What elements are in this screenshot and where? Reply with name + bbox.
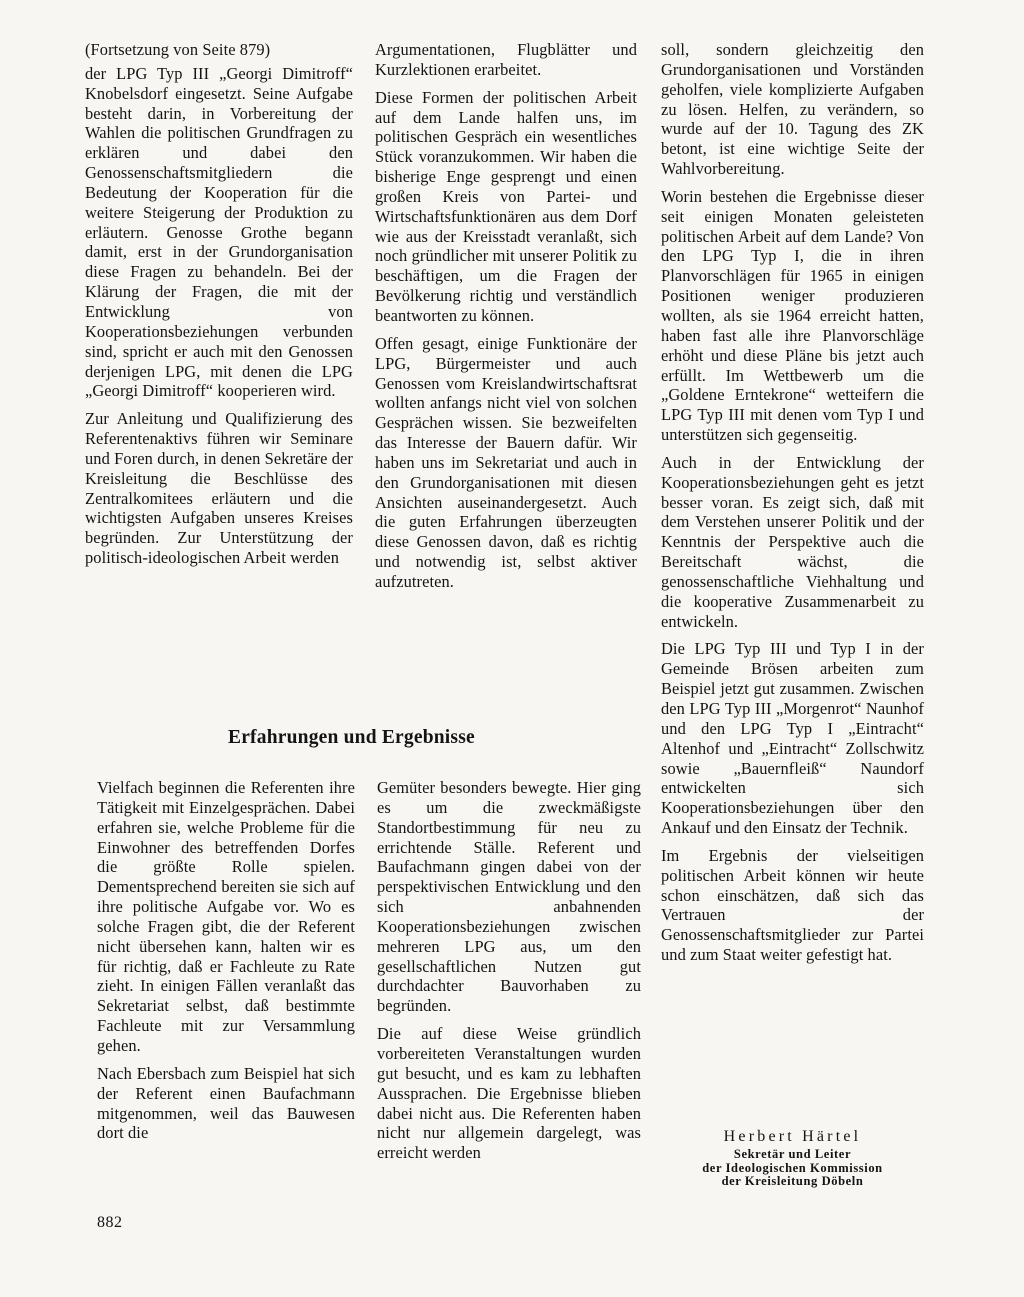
paragraph: der LPG Typ III „Georgi Dimitroff“ Knobelsdorf eingesetzt. Seine Aufgabe besteht darin, in Vorbereitung der Wahlen die politischen Grundfragen zu erklären und dabei den Genossenschaftsmitgliedern die Bedeutung der Kooperation für die weitere Steigerung der Produktion zu erläutern. Genosse Grothe begann damit, erst in der Grundorganisation diese Fragen zu behandeln. Bei der Klärung der Fragen, die mit der Entwicklung von Kooperationsbeziehungen verbunden sind, spricht er auch mit den Genossen derjenigen LPG, mit denen die LPG „Georgi Dimitroff“ kooperieren wird. — [85, 63, 353, 401]
paragraph: Im Ergebnis der vielseitigen politischen Arbeit können wir heute schon einschätzen, daß sich das Vertrauen der Genossenschaftsmitglieder zur Partei und zum Staat weiter gefestigt hat. — [661, 845, 924, 965]
paragraph: Diese Formen der politischen Arbeit auf dem Lande halfen uns, im politischen Gespräch ein wesentliches Stück voranzukommen. Wir haben die bisherige Enge gesprengt und einen großen Kreis von Partei- und Wirtschaftsfunktionären aus dem Dorf wie aus der Kreisstadt veranlaßt, sich noch gründlicher mit unserer Politik zu beschäftigen, um die Fragen der Bevölkerung richtig und verständlich beantworten zu können. — [375, 87, 637, 325]
paragraph: Gemüter besonders bewegte. Hier ging es um die zweckmäßigste Standortbestimmung für neu zu errichtende Ställe. Referent und Baufachmann gingen dabei von der perspektivischen Entwicklung und den sich anbahnenden Kooperationsbeziehungen zwischen mehreren LPG aus, um den gesellschaftlichen Nutzen gut durchdachter Bauvorhaben zu begründen. — [377, 778, 641, 1016]
column-right — [661, 40, 924, 973]
paragraph: Argumentationen, Flugblätter und Kurzlektionen erarbeitet. — [375, 40, 637, 79]
author-role-line: der Ideologischen Kommission — [702, 1160, 883, 1175]
author-role-line: der Kreisleitung Döbeln — [721, 1174, 864, 1188]
column-top-middle — [375, 40, 637, 600]
page-number: 882 — [97, 1214, 123, 1231]
paragraph: Zur Anleitung und Qualifizierung des Referentenaktivs führen wir Seminare und Foren durch, in denen Sekretäre der Kreisleitung die Beschlüsse des Zentralkomitees erläutern und die wichtigsten Aufgaben unseres Kreises begründen. Zur Unterstützung der politisch-ideologischen Arbeit werden — [85, 409, 353, 568]
author-signature — [661, 1128, 924, 1189]
author-role-line: Sekretär und Leiter — [733, 1147, 852, 1161]
paragraph: Auch in der Entwicklung der Kooperationsbeziehungen geht es jetzt besser voran. Es zeigt sich, daß mit dem Verstehen unserer Politik und der Kenntnis der Perspektive auch die Bereitschaft wächst, die genossenschaftliche Viehhaltung und die kooperative Zusammenarbeit zu entwickeln. — [661, 452, 924, 631]
column-top-left — [85, 40, 353, 576]
paragraph: Nach Ebersbach zum Beispiel hat sich der Referent einen Baufachmann mitgenommen, weil das Bauwesen dort die — [97, 1063, 355, 1143]
author-name: Herbert Härtel — [723, 1128, 862, 1145]
paragraph: Vielfach beginnen die Referenten ihre Tätigkeit mit Einzelgesprächen. Dabei erfahren sie, welche Probleme für die Einwohner des betreffenden Dorfes die größte Rolle spielen. Dementsprechend bereiten sie sich auf ihre politische Aufgabe vor. Wo es solche Fragen gibt, die der Referent nicht übersehen kann, halten wir es für richtig, daß er Fachleute zu Rate zieht. In einigen Fällen veranlaßt das Sekretariat selbst, daß bestimmte Fachleute mit zur Versammlung gehen. — [97, 778, 355, 1055]
section-heading: Erfahrungen und Ergebnisse — [228, 727, 475, 748]
paragraph: Worin bestehen die Ergebnisse dieser seit einigen Monaten geleisteten politischen Arbeit auf dem Lande? Von den LPG Typ I, die in ihren Planvorschlägen für 1965 in einigen Positionen weniger produzieren wollten, als sie 1964 erreicht hatten, haben fast alle ihre Planvorschläge erhöht und diese Pläne bis jetzt auch erfüllt. Im Wettbewerb um die „Goldene Erntekrone“ wetteifern die LPG Typ III mit denen vom Typ I und unterstützen sich gegenseitig. — [661, 186, 924, 445]
column-bottom-left — [97, 778, 355, 1151]
paragraph: Die auf diese Weise gründlich vorbereiteten Veranstaltungen wurden gut besucht, und es kam zu lebhaften Aussprachen. Die Ergebnisse blieben dabei nicht aus. Die Referenten haben nicht nur allgemein dargelegt, was erreicht werden — [377, 1024, 641, 1163]
column-bottom-middle — [377, 778, 641, 1171]
paragraph: Offen gesagt, einige Funktionäre der LPG, Bürgermeister und auch Genossen vom Kreislandwirtschaftsrat wollten anfangs nicht viel von solchen Gesprächen wissen. Sie bezweifelten das Interesse der Bauern dafür. Wir haben uns im Sekretariat und auch in den Grundorganisationen mit diesen Ansichten auseinandergesetzt. Auch die guten Erfahrungen überzeugten diese Genossen davon, daß es richtig und notwendig ist, selbst aktiver aufzutreten. — [375, 333, 637, 591]
paragraph: soll, sondern gleichzeitig den Grundorganisationen und Vorständen geholfen, viele komplizierte Aufgaben zu lösen. Helfen, zu verändern, so wurde auf der 10. Tagung des ZK betont, ist eine wichtige Seite der Wahlvorbereitung. — [661, 40, 924, 179]
paragraph: Die LPG Typ III und Typ I in der Gemeinde Brösen arbeiten zum Beispiel jetzt gut zusammen. Zwischen den LPG Typ III „Morgenrot“ Naunhof und den LPG Typ I „Eintracht“ Altenhof und „Eintracht“ Zollschwitz sowie „Bauernfleiß“ Naundorf entwickelten sich Kooperationsbeziehungen über den Ankauf und den Einsatz der Technik. — [661, 639, 924, 838]
author-role — [661, 1148, 924, 1189]
continuation-note: (Fortsetzung von Seite 879) — [85, 40, 271, 59]
